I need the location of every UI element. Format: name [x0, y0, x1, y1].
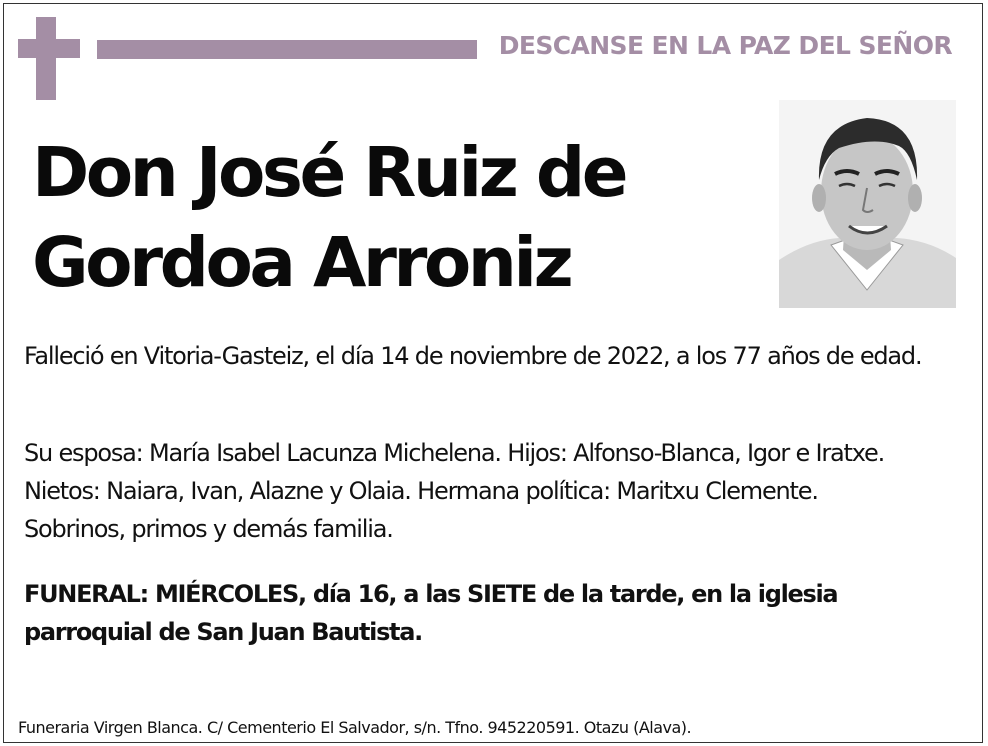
funeral-details: FUNERAL: MIÉRCOLES, día 16, a las SIETE de la tarde, en la iglesia parroquial de San Juan Bautista. — [24, 580, 838, 646]
cross-icon — [36, 17, 56, 100]
portrait-photo — [779, 100, 956, 308]
portrait-photo-icon — [779, 100, 956, 308]
name-line-2: Gordoa Arroniz — [32, 223, 571, 303]
header-tagline: DESCANSE EN LA PAZ DEL SEÑOR — [498, 31, 952, 60]
death-notice: Falleció en Vitoria-Gasteiz, el día 14 de noviembre de 2022, a los 77 años de edad. — [24, 342, 922, 370]
deceased-name — [32, 128, 732, 308]
header-divider-bar — [97, 40, 477, 59]
family-list: Su esposa: María Isabel Lacunza Michelena. Hijos: Alfonso-Blanca, Igor e Iratxe. Nietos: Naiara, Ivan, Alazne y Olaia. Hermana política: Maritxu Clemente. Sobrinos, primos y demás familia. — [24, 439, 885, 543]
funeral-home-footer: Funeraria Virgen Blanca. C/ Cementerio El Salvador, s/n. Tfno. 945220591. Otazu (Alava). — [18, 718, 692, 737]
name-line-1: Don José Ruiz de — [32, 133, 626, 213]
cross-icon-bar — [18, 39, 80, 58]
